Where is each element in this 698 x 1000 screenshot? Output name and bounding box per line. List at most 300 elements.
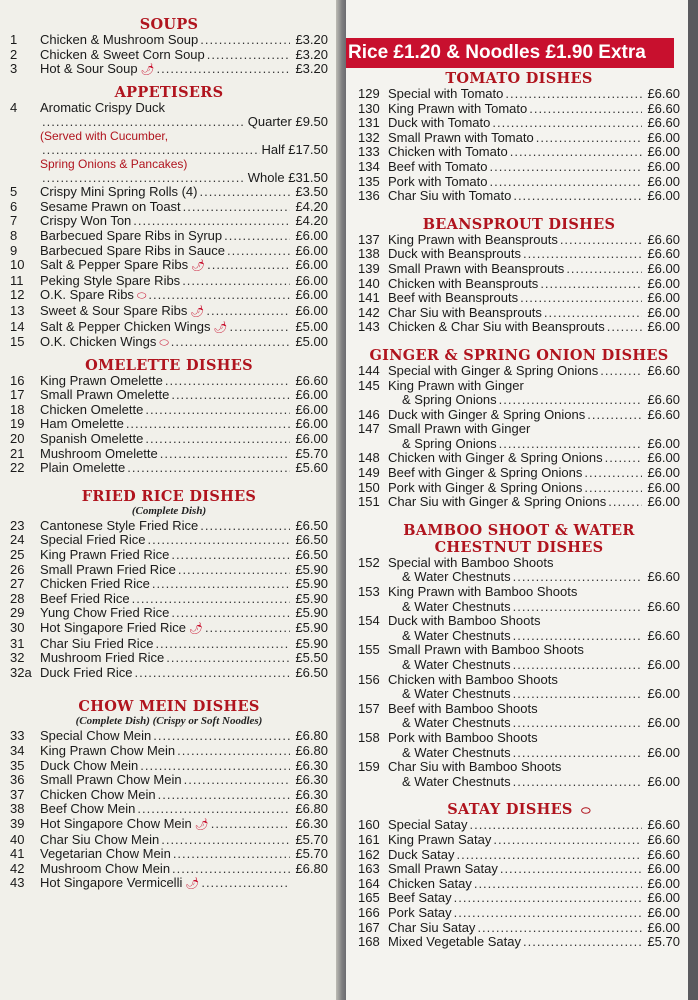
- item-name: Beef Satay: [388, 890, 452, 906]
- leader-dots: [178, 563, 290, 578]
- item-number: 157: [358, 700, 380, 716]
- item-price: £6.30: [295, 815, 328, 831]
- item-number: 134: [358, 158, 380, 174]
- item-name: Pork with Bamboo Shoots: [388, 729, 538, 745]
- section-tomato: [358, 70, 680, 204]
- menu-item: [358, 145, 680, 160]
- leader-dots: [133, 214, 290, 229]
- menu-item: [358, 408, 680, 423]
- duck-portion-half: [10, 143, 328, 158]
- menu-item: [10, 773, 328, 788]
- section-title: GINGER & SPRING ONION DISHES: [369, 346, 669, 364]
- leader-dots: [224, 229, 290, 244]
- item-number: 152: [358, 554, 380, 570]
- section-title: OMELETTE DISHES: [85, 356, 253, 374]
- item-price: £5.70: [295, 445, 328, 461]
- item-name-line2: & Water Chestnuts: [402, 744, 511, 760]
- section-subtitle: (Complete Dish) (Crispy or Soft Noodles): [75, 715, 263, 728]
- item-price: £5.00: [295, 334, 328, 350]
- leader-dots: [566, 262, 642, 277]
- leader-dots: [148, 288, 290, 303]
- item-name: Chicken & Mushroom Soup: [40, 32, 199, 47]
- menu-item: [358, 495, 680, 510]
- item-number: 41: [10, 846, 25, 862]
- item-price: £6.60: [647, 406, 680, 422]
- item-price: £5.90: [295, 576, 328, 592]
- menu-item: [358, 102, 680, 117]
- item-number: 6: [10, 198, 18, 214]
- leader-dots: [211, 817, 290, 832]
- extras-banner: Rice £1.20 & Noodles £1.90 Extra: [346, 38, 674, 68]
- leader-dots: [560, 233, 642, 248]
- item-name: Chicken & Sweet Corn Soup: [40, 46, 205, 62]
- leader-dots: [540, 277, 642, 292]
- leader-dots: [207, 258, 290, 273]
- item-price: £6.00: [647, 465, 680, 481]
- item-name: Special with Bamboo Shoots: [388, 554, 554, 570]
- item-name: Barbecued Spare Ribs in Syrup: [40, 227, 223, 243]
- item-number: 35: [10, 757, 25, 773]
- item-price: £6.00: [295, 257, 328, 273]
- item-name: Hot & Sour Soup: [40, 61, 138, 77]
- menu-item: [10, 847, 328, 862]
- item-price: £5.60: [295, 460, 328, 476]
- item-name: Small Prawn Satay: [388, 861, 498, 877]
- item-name: Hot Singapore Chow Mein: [40, 815, 192, 831]
- item-number: 3: [10, 61, 18, 77]
- leader-dots: [470, 818, 643, 833]
- section-chow-mein: [10, 698, 328, 892]
- item-name: Char Siu with Beansprouts: [388, 304, 542, 320]
- nut-icon: ⬭: [136, 290, 147, 303]
- item-price: £5.50: [295, 650, 328, 666]
- menu-item: [10, 606, 328, 621]
- item-price: Quarter £9.50: [247, 114, 328, 130]
- item-price: £3.20: [295, 32, 328, 47]
- item-name-line2: & Spring Onions: [402, 435, 497, 451]
- section-title: SATAY DISHES: [447, 801, 573, 819]
- item-price: £6.00: [647, 435, 680, 451]
- item-name: Sesame Prawn on Toast: [40, 198, 181, 214]
- menu-item-continuation: [358, 437, 680, 452]
- leader-dots: [140, 759, 290, 774]
- section-appetisers: [10, 84, 328, 351]
- item-price: £6.00: [295, 431, 328, 447]
- leader-dots: [165, 374, 290, 389]
- item-number: 149: [358, 465, 380, 481]
- section-bamboo: [358, 522, 680, 790]
- menu-item: [10, 48, 328, 63]
- leader-dots: [205, 621, 290, 636]
- chili-icon: 🌶: [185, 878, 200, 891]
- menu-item: [10, 33, 328, 48]
- item-name-line2: & Spring Onions: [402, 392, 497, 408]
- leader-dots: [132, 592, 290, 607]
- item-name: Chicken Omelette: [40, 401, 144, 417]
- item-price: £6.00: [295, 416, 328, 432]
- item-name: Yung Chow Fried Rice: [40, 605, 170, 621]
- item-price: £6.60: [647, 362, 680, 378]
- item-number: 144: [358, 362, 380, 378]
- menu-item: [10, 548, 328, 563]
- item-price: £6.50: [295, 547, 328, 563]
- menu-item: [10, 447, 328, 462]
- item-name-line2: & Water Chestnuts: [402, 569, 511, 585]
- leader-dots: [513, 658, 642, 673]
- menu-item: [358, 833, 680, 848]
- menu-item-continuation: [358, 629, 680, 644]
- leader-dots: [182, 274, 290, 289]
- item-number: 31: [10, 635, 25, 651]
- menu-item: [10, 432, 328, 447]
- section-title: APPETISERS: [114, 83, 224, 101]
- item-price: £5.00: [295, 318, 328, 334]
- item-number: 160: [358, 817, 380, 833]
- item-price: £6.50: [295, 532, 328, 548]
- section-title: BAMBOO SHOOT & WATER: [403, 521, 635, 539]
- item-name: Duck Satay: [388, 846, 455, 862]
- leader-dots: [600, 364, 642, 379]
- item-name: Small Prawn with Beansprouts: [388, 260, 565, 276]
- leader-dots: [505, 87, 642, 102]
- item-number: 153: [358, 584, 380, 600]
- leader-dots: [605, 451, 642, 466]
- item-price: £6.00: [647, 173, 680, 189]
- item-name: Beef with Tomato: [388, 158, 488, 174]
- item-number: 25: [10, 547, 25, 563]
- menu-item: [358, 116, 680, 131]
- item-number: 162: [358, 846, 380, 862]
- item-name: Duck Chow Mein: [40, 757, 139, 773]
- section-title: SOUPS: [139, 16, 199, 33]
- item-name: Aromatic Crispy Duck: [40, 99, 165, 115]
- chili-icon: 🌶: [213, 321, 228, 334]
- item-name-line2: & Water Chestnuts: [402, 627, 511, 643]
- item-name: Mushroom Fried Rice: [40, 650, 165, 666]
- item-price: £5.90: [295, 605, 328, 621]
- menu-item-continuation: [358, 393, 680, 408]
- item-price: £6.00: [647, 304, 680, 320]
- item-number: 140: [358, 275, 380, 291]
- menu-item: [358, 556, 680, 571]
- item-price: £6.80: [295, 742, 328, 758]
- item-number: 147: [358, 421, 380, 437]
- item-name: Duck with Beansprouts: [388, 246, 521, 262]
- item-number: 23: [10, 517, 25, 533]
- leader-dots: [544, 306, 642, 321]
- menu-item-continuation: [358, 746, 680, 761]
- menu-item-aromatic-duck: [10, 101, 328, 116]
- leader-dots: [584, 481, 642, 496]
- duck-note: Spring Onions & Pancakes): [40, 156, 188, 171]
- item-name-line2: & Water Chestnuts: [402, 686, 511, 702]
- leader-dots: [493, 833, 642, 848]
- item-number: 146: [358, 406, 380, 422]
- item-price: £6.50: [295, 664, 328, 680]
- item-name: Vegetarian Chow Mein: [40, 846, 171, 862]
- leader-dots: [155, 637, 290, 652]
- item-name: Pork with Tomato: [388, 173, 488, 189]
- section-title-line2: CHESTNUT DISHES: [434, 538, 604, 556]
- menu-item: [10, 519, 328, 534]
- item-name: Small Prawn Fried Rice: [40, 561, 176, 577]
- item-name: Salt & Pepper Spare Ribs: [40, 257, 189, 273]
- menu-item: [10, 214, 328, 229]
- leader-dots: [607, 320, 642, 335]
- item-price: £6.80: [295, 801, 328, 817]
- item-name: Chicken with Beansprouts: [388, 275, 539, 291]
- menu-item: [10, 258, 328, 274]
- leader-dots: [529, 102, 642, 117]
- item-list: [358, 87, 680, 204]
- leader-dots: [474, 877, 642, 892]
- menu-item-continuation: [358, 716, 680, 731]
- item-price: £6.00: [647, 744, 680, 760]
- leader-dots: [477, 921, 642, 936]
- section-fried-rice: [10, 488, 328, 681]
- item-name-line2: & Water Chestnuts: [402, 715, 511, 731]
- menu-item: [10, 862, 328, 877]
- item-number: 14: [10, 318, 25, 334]
- leader-dots: [158, 788, 290, 803]
- leader-dots: [201, 876, 290, 891]
- menu-item: [10, 200, 328, 215]
- leader-dots: [499, 393, 642, 408]
- item-price: £6.00: [647, 919, 680, 935]
- item-number: 166: [358, 904, 380, 920]
- item-price: £4.20: [295, 213, 328, 229]
- leader-dots: [513, 746, 642, 761]
- menu-item-continuation: [358, 775, 680, 790]
- menu-item: [10, 788, 328, 803]
- menu-item: [358, 277, 680, 292]
- item-number: 15: [10, 334, 25, 350]
- item-number: 19: [10, 416, 25, 432]
- item-number: 143: [358, 319, 380, 335]
- item-name: Chicken Satay: [388, 875, 472, 891]
- item-number: 32: [10, 650, 25, 666]
- item-list: [10, 33, 328, 78]
- item-number: 28: [10, 590, 25, 606]
- leader-dots: [145, 432, 290, 447]
- section-title: FRIED RICE DISHES: [81, 487, 257, 505]
- item-number: 136: [358, 188, 380, 204]
- leader-dots: [492, 116, 642, 131]
- leader-dots: [166, 651, 290, 666]
- menu-item: [10, 876, 328, 892]
- leader-dots: [173, 847, 290, 862]
- item-name: Duck Fried Rice: [40, 664, 133, 680]
- menu-item: [358, 247, 680, 262]
- menu-item-continuation: [358, 658, 680, 673]
- item-name: Beef Fried Rice: [40, 590, 130, 606]
- item-name: Cantonese Style Fried Rice: [40, 517, 199, 533]
- chili-icon: 🌶: [191, 260, 206, 273]
- item-number: 163: [358, 861, 380, 877]
- item-name: King Prawn Omelette: [40, 372, 163, 388]
- leader-dots: [489, 160, 642, 175]
- page-fold: [336, 0, 346, 1000]
- item-name: Char Siu with Tomato: [388, 188, 512, 204]
- section-title: CHOW MEIN DISHES: [78, 698, 260, 716]
- leader-dots: [513, 629, 642, 644]
- item-number: 141: [358, 290, 380, 306]
- item-price: £6.80: [295, 728, 328, 744]
- item-price: £6.00: [647, 144, 680, 160]
- menu-right-page: [346, 0, 688, 1000]
- item-name: O.K. Spare Ribs: [40, 287, 134, 303]
- item-number: 7: [10, 213, 18, 229]
- item-number: 26: [10, 561, 25, 577]
- item-name: Chicken Fried Rice: [40, 576, 150, 592]
- item-name: Chicken with Bamboo Shoots: [388, 671, 558, 687]
- item-name: Duck with Tomato: [388, 115, 491, 131]
- nut-icon: ⬭: [159, 337, 169, 350]
- item-name: Salt & Pepper Chicken Wings: [40, 318, 211, 334]
- menu-item: [10, 62, 328, 78]
- leader-dots: [126, 417, 290, 432]
- menu-item: [10, 288, 328, 304]
- item-number: 11: [10, 272, 24, 288]
- leader-dots: [536, 131, 642, 146]
- item-price: Half £17.50: [261, 141, 328, 157]
- item-name: Crispy Mini Spring Rolls (4): [40, 184, 198, 200]
- item-name: Beef with Bamboo Shoots: [388, 700, 538, 716]
- item-list: [10, 374, 328, 476]
- item-number: 167: [358, 919, 380, 935]
- leader-dots: [171, 335, 290, 350]
- menu-item: [358, 87, 680, 102]
- menu-item: [10, 244, 328, 259]
- item-price: £3.20: [295, 46, 328, 62]
- item-name: Barbecued Spare Ribs in Sauce: [40, 242, 226, 258]
- item-name: Beef with Beansprouts: [388, 290, 519, 306]
- item-number: 150: [358, 479, 380, 495]
- item-name: Pork Satay: [388, 904, 452, 920]
- item-price: £6.00: [647, 129, 680, 145]
- item-number: 13: [10, 302, 25, 318]
- item-list: [10, 519, 328, 681]
- item-name: Special Fried Rice: [40, 532, 146, 548]
- menu-item: [358, 848, 680, 863]
- item-price: £6.60: [647, 817, 680, 833]
- item-name: Duck with Ginger & Spring Onions: [388, 406, 586, 422]
- leader-dots: [171, 388, 290, 403]
- menu-item: [358, 320, 680, 335]
- item-list: [358, 556, 680, 790]
- menu-item: [10, 403, 328, 418]
- item-price: £6.00: [647, 657, 680, 672]
- menu-item: [358, 233, 680, 248]
- item-price: £6.00: [647, 686, 680, 702]
- item-price: £5.90: [295, 561, 328, 577]
- item-name: Beef with Ginger & Spring Onions: [388, 465, 583, 481]
- leader-dots: [454, 906, 642, 921]
- item-price: £6.60: [647, 831, 680, 847]
- section-title: TOMATO DISHES: [445, 70, 593, 87]
- duck-portion-whole: [10, 171, 328, 186]
- item-name-line2: & Water Chestnuts: [402, 598, 511, 614]
- item-list: [10, 729, 328, 892]
- item-number: 132: [358, 129, 380, 145]
- menu-item: [358, 585, 680, 600]
- item-name: Sweet & Sour Spare Ribs: [40, 302, 188, 318]
- leader-dots: [145, 403, 290, 418]
- menu-item: [10, 274, 328, 289]
- menu-item: [358, 306, 680, 321]
- item-number: 133: [358, 144, 380, 160]
- menu-item: [10, 417, 328, 432]
- menu-item: [358, 364, 680, 379]
- leader-dots: [171, 548, 290, 563]
- item-number: 168: [358, 934, 380, 950]
- item-price: £6.00: [295, 387, 328, 403]
- item-number: 156: [358, 671, 380, 687]
- item-number: 164: [358, 875, 380, 891]
- leader-dots: [489, 175, 642, 190]
- section-title-wrap: [358, 801, 680, 818]
- leader-dots: [523, 935, 642, 950]
- item-number: 12: [10, 287, 25, 303]
- item-number: 42: [10, 860, 25, 876]
- item-name: King Prawn Satay: [388, 831, 492, 847]
- item-name: Small Prawn Omelette: [40, 387, 170, 403]
- item-price: £6.00: [647, 861, 680, 877]
- item-list: [10, 185, 328, 351]
- item-price: £6.00: [647, 319, 680, 335]
- menu-item: [10, 592, 328, 607]
- chili-icon: 🌶: [140, 64, 155, 77]
- item-name: Small Prawn with Tomato: [388, 129, 534, 145]
- menu-item: [358, 175, 680, 190]
- menu-item: [358, 481, 680, 496]
- item-number: 36: [10, 772, 25, 788]
- menu-item: [358, 673, 680, 688]
- item-number: 30: [10, 620, 25, 635]
- item-name: Beef Chow Mein: [40, 801, 136, 817]
- leader-dots: [134, 666, 290, 681]
- item-name-line2: & Water Chestnuts: [402, 773, 511, 789]
- item-number: 129: [358, 86, 380, 101]
- leader-dots: [513, 600, 642, 615]
- chili-icon: 🌶: [188, 623, 203, 635]
- item-number: 155: [358, 642, 380, 658]
- item-name: Chicken with Ginger & Spring Onions: [388, 450, 603, 466]
- item-price: £6.00: [647, 290, 680, 306]
- item-price: £6.30: [295, 757, 328, 773]
- item-number: 131: [358, 115, 380, 131]
- item-price: £6.00: [295, 272, 328, 288]
- item-name: Peking Style Spare Ribs: [40, 272, 181, 288]
- leader-dots: [513, 570, 642, 585]
- item-price: £5.90: [295, 635, 328, 651]
- menu-item: [10, 335, 328, 351]
- item-price: £6.60: [647, 231, 680, 247]
- leader-dots: [157, 62, 290, 77]
- menu-item: [358, 451, 680, 466]
- item-name: Pork with Ginger & Spring Onions: [388, 479, 583, 495]
- item-price: £6.60: [295, 372, 328, 388]
- menu-item: [10, 651, 328, 666]
- menu-item: [358, 877, 680, 892]
- menu-item: [358, 614, 680, 629]
- menu-item: [10, 229, 328, 244]
- item-name: Special Chow Mein: [40, 728, 152, 744]
- menu-item: [10, 759, 328, 774]
- menu-item-continuation: [358, 570, 680, 585]
- item-name: Hot Singapore Vermicelli: [40, 875, 183, 891]
- item-price: £6.60: [647, 246, 680, 262]
